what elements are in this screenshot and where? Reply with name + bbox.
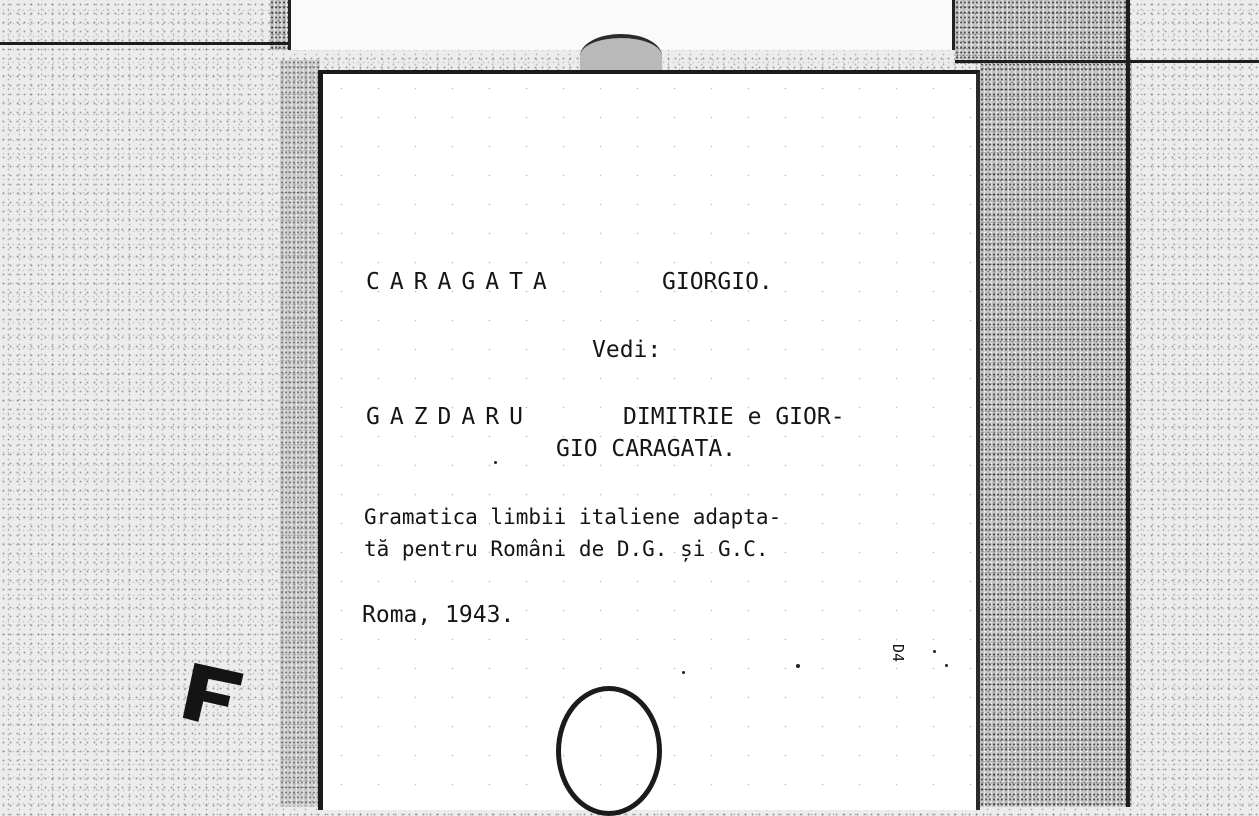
left-card-edge-strip	[280, 60, 320, 807]
right-card-edge-strip	[980, 62, 1132, 807]
right-top-strip	[955, 0, 1127, 64]
drawer-horizontal-edge-left	[0, 42, 300, 45]
ink-speck	[796, 664, 800, 668]
work-title-line2: tă pentru Români de D.G. și G.C.	[364, 537, 769, 561]
margin-note: D4	[889, 644, 907, 663]
ink-speck	[682, 671, 685, 674]
drawer-horizontal-edge-right	[955, 60, 1259, 63]
card-heading-surname: CARAGATA	[366, 269, 557, 295]
imprint-place-date: Roma, 1943.	[362, 602, 515, 628]
work-title-line1: Gramatica limbii italiene adapta-	[364, 505, 782, 529]
ink-speck	[945, 664, 948, 667]
ink-speck	[494, 461, 497, 464]
drawer-letter-marker	[179, 658, 250, 736]
see-reference-label: Vedi:	[592, 337, 662, 363]
card-rod-hole	[556, 686, 662, 816]
ink-speck	[933, 650, 936, 653]
card-heading-given-name: GIORGIO.	[662, 269, 773, 295]
right-vertical-edge	[1126, 0, 1130, 807]
referenced-author-rest-line1: DIMITRIE e GIOR-	[623, 404, 845, 430]
referenced-author-surname: GAZDARU	[366, 404, 533, 430]
referenced-author-line2: GIO CARAGATA.	[556, 436, 737, 462]
